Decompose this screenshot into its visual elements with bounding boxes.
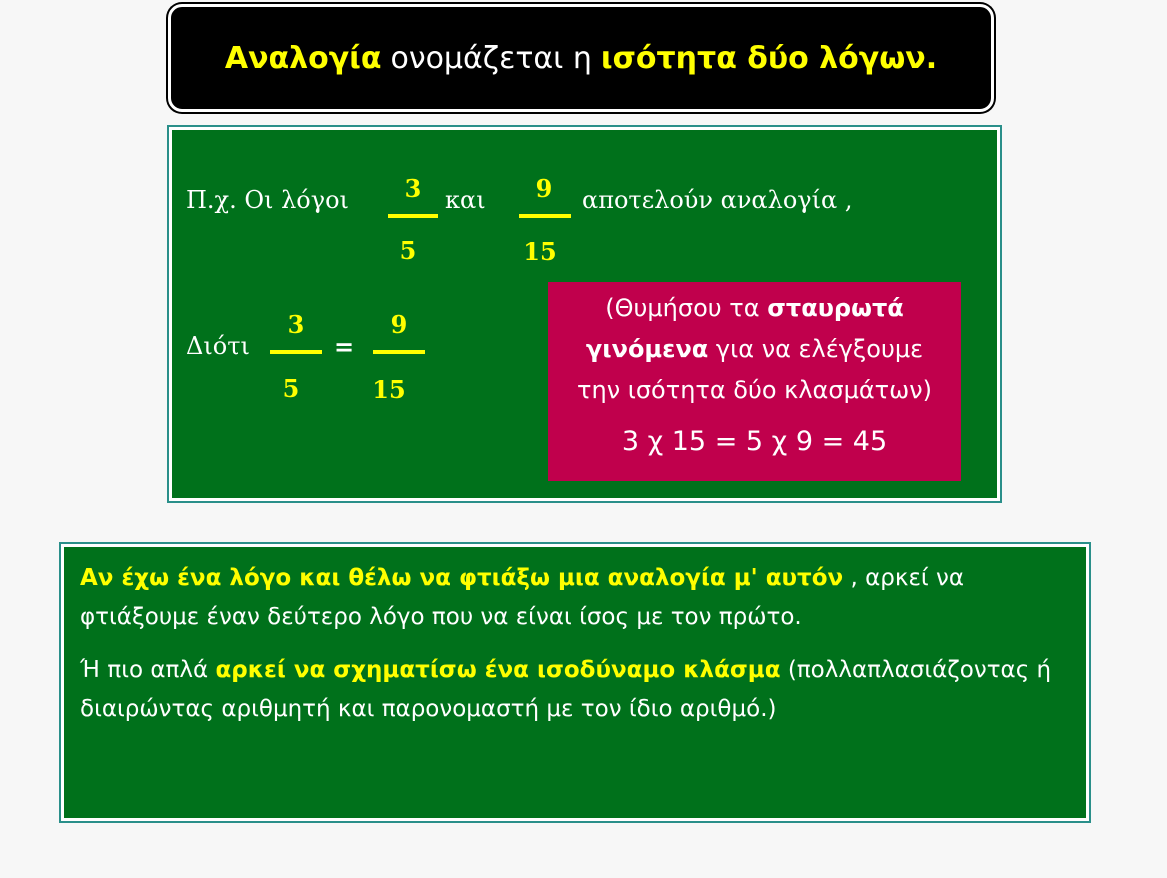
title-banner [168, 4, 994, 112]
explanation-text-2-pre: Ή πιο απλά [80, 657, 216, 683]
equals-sign: = [334, 332, 355, 361]
explanation-text-1: , αρκεί να φτιάξουμε έναν δεύτερο λόγο που να είναι ίσος με τον πρώτο. [80, 565, 964, 630]
fraction-numerator: 3 [287, 310, 305, 339]
fraction-denominator: 15 [372, 375, 406, 404]
fraction-bar [519, 214, 571, 218]
explanation-highlight-2: αρκεί να σχηματίσω ένα ισοδύναμο κλάσμα [215, 657, 781, 683]
reminder-bold-products: γινόμενα [585, 335, 709, 363]
explanation-panel [61, 544, 1089, 821]
fraction-bar [388, 214, 438, 218]
cross-product-calculation: 3 χ 15 = 5 χ 9 = 45 [621, 426, 888, 457]
explanation-text [80, 559, 1080, 729]
fraction-denominator: 15 [523, 237, 557, 266]
reminder-line1-text: (Θυμήσου τα [605, 294, 760, 322]
fraction-bar [373, 350, 425, 354]
reminder-line2-text: για να ελέγξουμε [715, 335, 924, 363]
example-and: και [445, 186, 486, 214]
fraction-denominator: 5 [399, 236, 417, 265]
because-label: Διότι [186, 332, 250, 360]
explanation-text-2-rest: (πολλαπλασιάζοντας ή διαιρώντας αριθμητή και παρονομαστή με τον ίδιο αριθμό.) [80, 657, 1052, 722]
fraction-bar [270, 350, 322, 354]
example-prefix: Π.χ. Οι λόγοι [186, 186, 349, 214]
fraction-denominator: 5 [282, 374, 300, 403]
fraction-numerator: 3 [404, 174, 422, 203]
reminder-line3-text: την ισότητα δύο κλασμάτων) [577, 376, 932, 404]
title-term: Αναλογία [224, 40, 382, 76]
explanation-highlight-1: Αν έχω ένα λόγο και θέλω να φτιάξω μια αναλογία μ' αυτόν [80, 565, 844, 591]
title-connector: ονομάζεται η [390, 40, 592, 76]
fraction-numerator: 9 [535, 174, 553, 203]
title-definition: ισότητα δύο λόγων. [600, 40, 938, 76]
fraction-numerator: 9 [390, 310, 408, 339]
cross-products-reminder [548, 282, 961, 481]
explanation-paragraph-1 [80, 559, 1080, 637]
reminder-bold-cross: σταυρωτά [767, 294, 904, 322]
example-suffix: αποτελούν αναλογία , [582, 186, 853, 214]
explanation-paragraph-2 [80, 651, 1080, 729]
